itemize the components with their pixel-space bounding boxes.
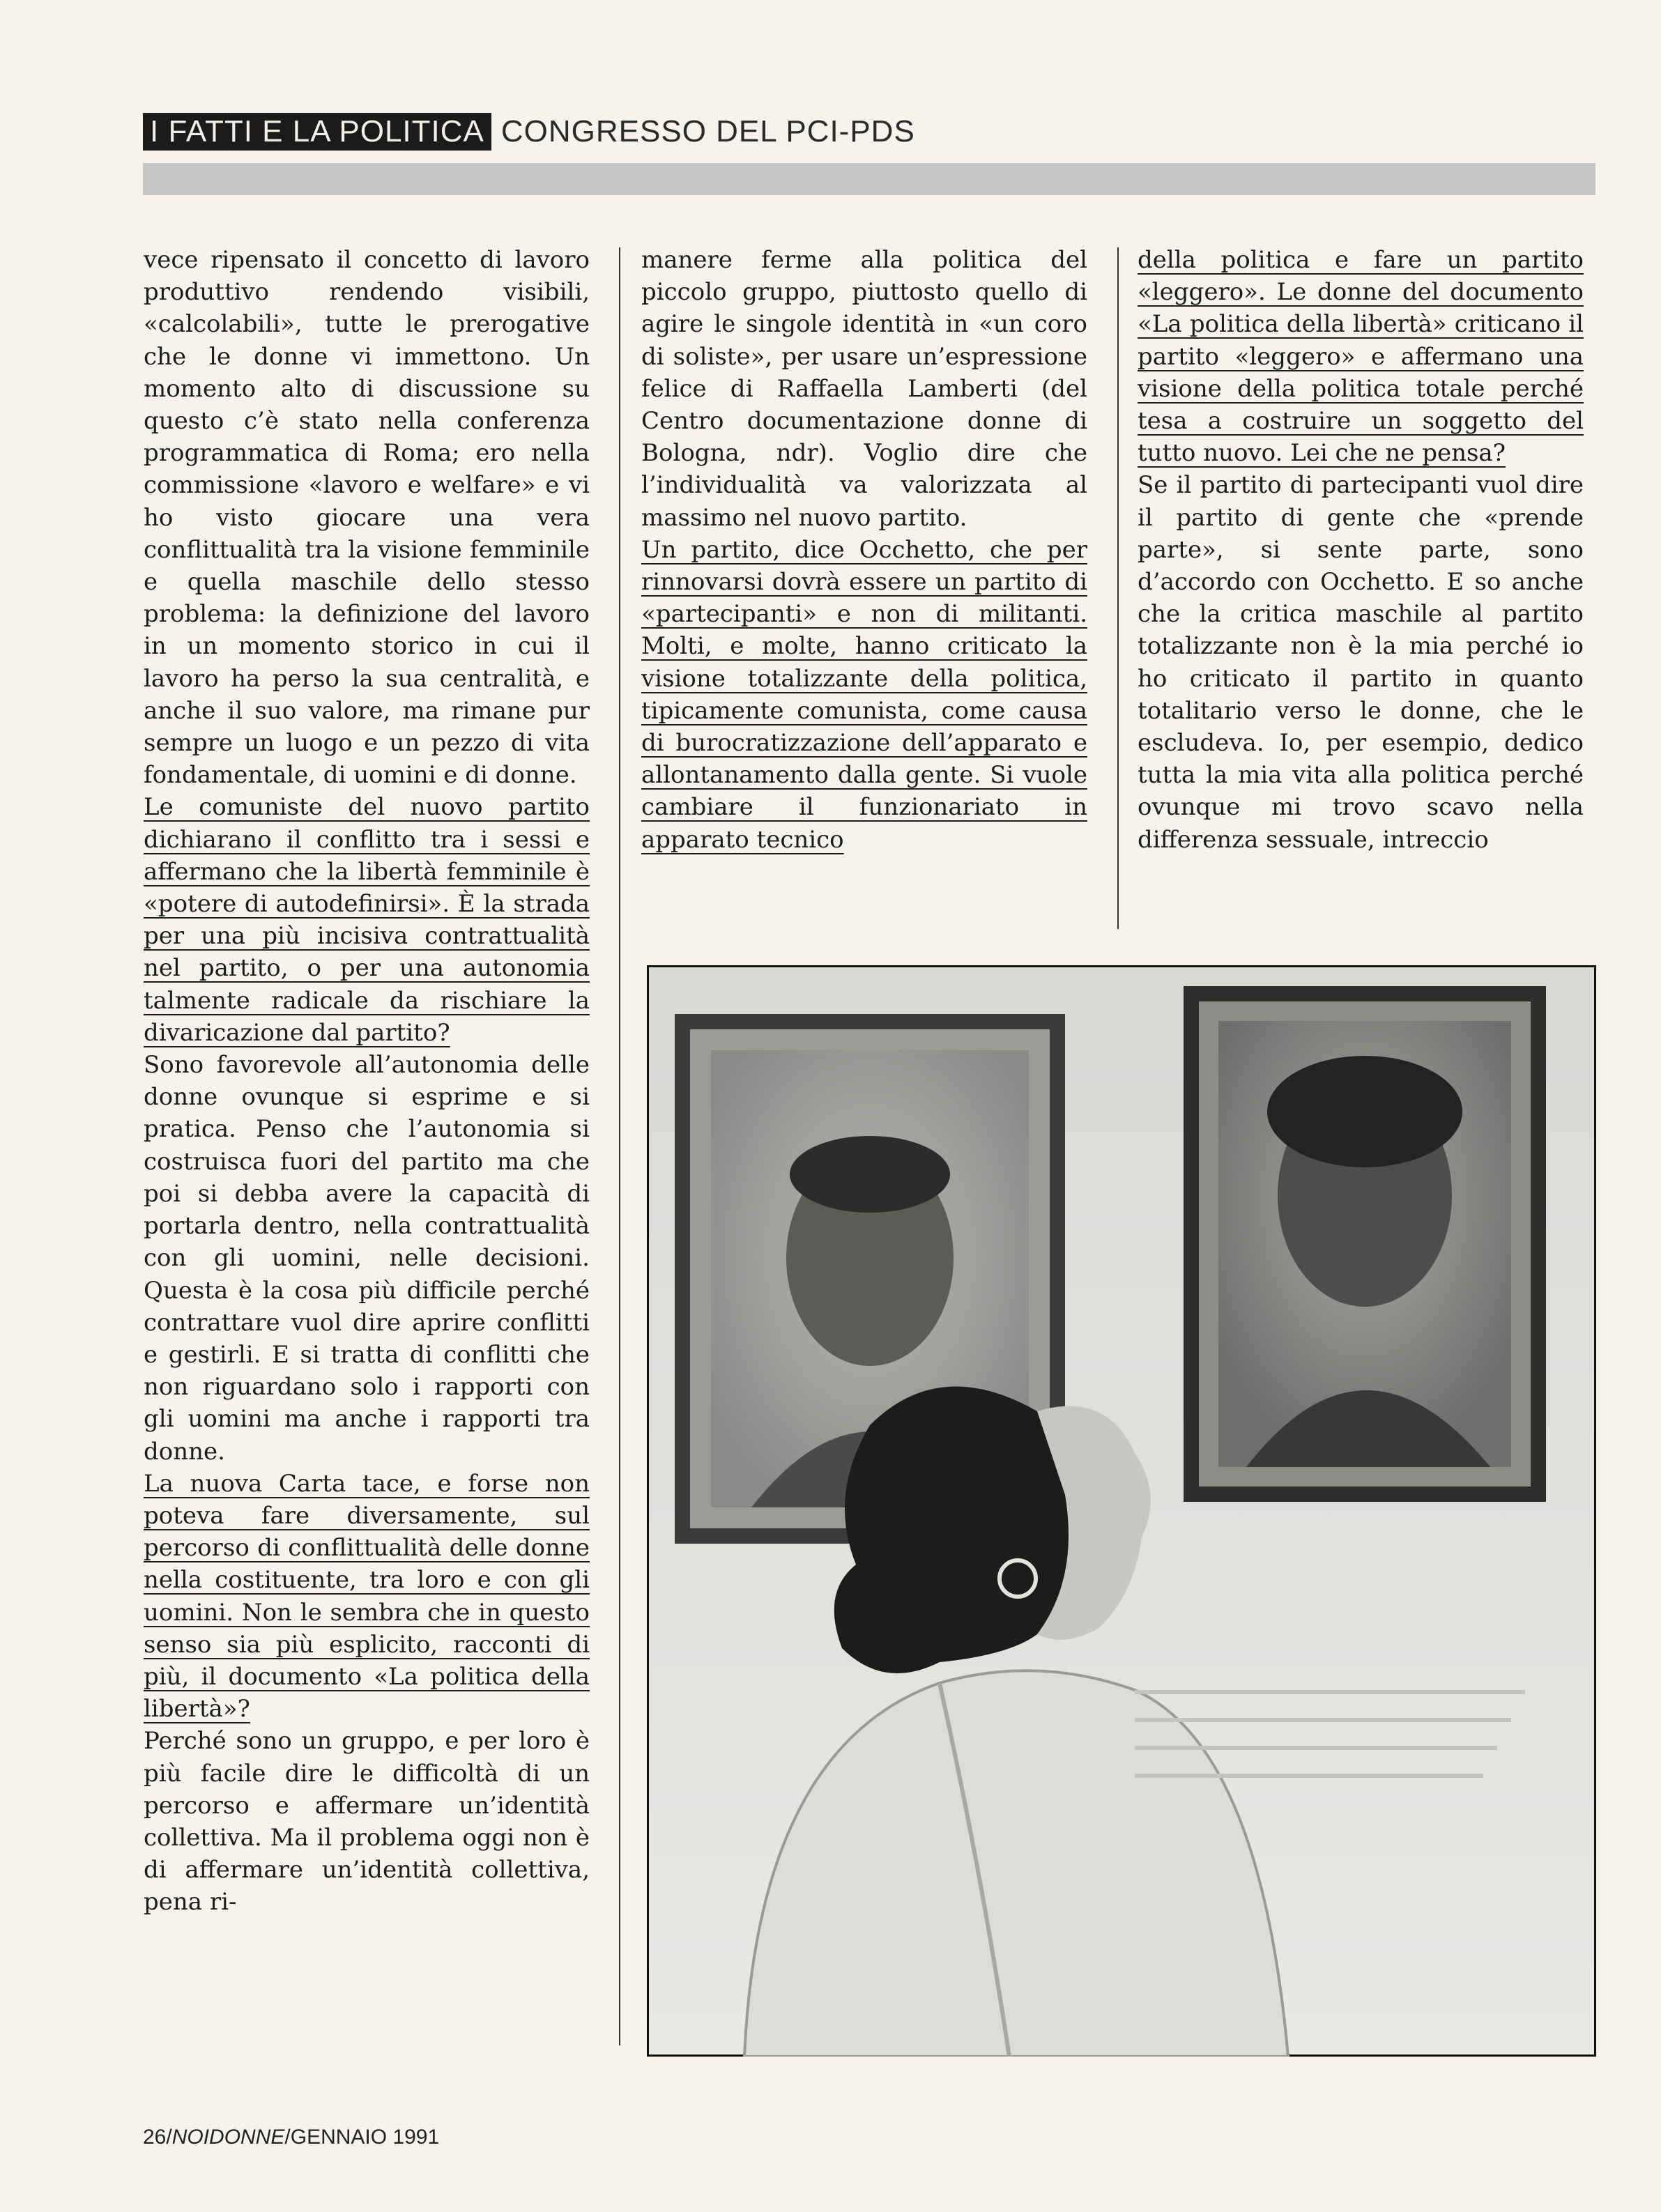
photo-illustration — [647, 965, 1596, 2057]
question-text: della politica e fare un partito «leggero». Le donne del documento «La politica della libertà» criticano il partito «leggero» e affermano una visione della politica totale perché tesa a costruire un soggetto del tutto nuovo. Lei che ne pensa? — [1138, 246, 1584, 468]
magazine-name: NOIDONNE — [171, 2126, 285, 2149]
header-band — [143, 163, 1595, 195]
interview-question — [144, 791, 590, 1049]
paragraph — [144, 244, 590, 791]
page-number: 26/ — [143, 2126, 172, 2149]
paragraph — [1138, 469, 1584, 855]
section-label: I FATTI E LA POLITICA — [143, 113, 491, 151]
portrait-frame-right — [1184, 986, 1546, 1502]
issue-date: /GENNAIO 1991 — [284, 2126, 440, 2149]
photograph — [647, 965, 1596, 2057]
text-column-1 — [144, 244, 590, 1919]
paragraph-text: manere ferme alla politica del piccolo gruppo, piuttosto quello di agire le singole identità in «un coro di soliste», per usare un’espressione felice di Raffaella Lamberti (del Centro documentazione donne di Bologna, ndr). Voglio dire che l’individualità va valorizzata al massimo nel nuovo partito. — [641, 246, 1087, 532]
paragraph-text: vece ripensato il concetto di lavoro produttivo rendendo visibili, «calcolabili», tutte le prerogative che le donne vi immettono. Un momento alto di discussione su questo c’è stato nella conferenza programmatica di Roma; ero nella commissione «lavoro e welfare» e vi ho visto giocare una vera conflittualità tra la visione femminile e quella maschile dello stesso problema: la definizione del lavoro in un momento storico in cui il lavoro ha perso la sua centralità, e anche il suo valore, ma rimane pur sempre un luogo e un pezzo di vita fondamentale, di uomini e di donne. — [144, 246, 590, 790]
interview-question — [1138, 244, 1584, 469]
paragraph-text: Perché sono un gruppo, e per loro è più facile dire le difficoltà di un percorso e affermare un’identità collettiva. Ma il problema oggi non è di affermare un’identità collettiva, pena ri- — [144, 1727, 590, 1917]
paragraph — [144, 1049, 590, 1468]
paragraph — [144, 1725, 590, 1918]
paragraph — [641, 244, 1087, 534]
text-column-2 — [641, 244, 1087, 856]
question-text: La nuova Carta tace, e forse non poteva fare diversamente, sul percorso di conflittualità delle donne nella costituente, tra loro e con gli uomini. Non le sembra che in questo senso sia più esplicito, racconti di più, il documento «La politica della libertà»? — [144, 1469, 590, 1723]
paragraph-text: Sono favorevole all’autonomia delle donne ovunque si esprime e si pratica. Penso che l’autonomia si costruisca fuori del partito ma che poi si debba avere la capacità di portarla dentro, nella contrattualità con gli uomini, nelle decisioni. Questa è la cosa più difficile perché contrattare vuol dire aprire conflitti e gestirli. E si tratta di conflitti che non riguardano solo i rapporti con gli uomini ma anche i rapporti tra donne. — [144, 1051, 590, 1466]
column-divider — [1117, 247, 1119, 929]
interview-question — [641, 534, 1087, 856]
page-footer — [143, 2126, 439, 2149]
text-column-3 — [1138, 244, 1584, 856]
page-header — [143, 112, 915, 152]
interview-question — [144, 1468, 590, 1726]
article-title: CONGRESSO DEL PCI-PDS — [500, 114, 915, 148]
column-divider — [619, 247, 620, 2045]
question-text: Le comuniste del nuovo partito dichiarano il conflitto tra i sessi e affermano che la libertà femminile è «potere di autodefinirsi». È la strada per una più incisiva contrattualità nel partito, o per una autonomia talmente radicale da rischiare la divaricazione dal partito? — [144, 793, 590, 1047]
question-text: Un partito, dice Occhetto, che per rinnovarsi dovrà essere un partito di «partecipanti» e non di militanti. Molti, e molte, hanno criticato la visione totalizzante della politica, tipicamente comunista, come causa di burocratizzazione dell’apparato e allontanamento dalla gente. Si vuole cambiare il funzionariato in apparato tecnico — [641, 535, 1087, 854]
paragraph-text: Se il partito di partecipanti vuol dire il partito di gente che «prende parte», si sente parte, sono d’accordo con Occhetto. E so anche che la critica maschile al partito totalizzante non è la mia perché io ho criticato il partito in quanto totalitario verso le donne, che le escludeva. Io, per esempio, dedico tutta la mia vita alla politica perché ovunque mi trovo scavo nella differenza sessuale, intreccio — [1138, 471, 1584, 854]
